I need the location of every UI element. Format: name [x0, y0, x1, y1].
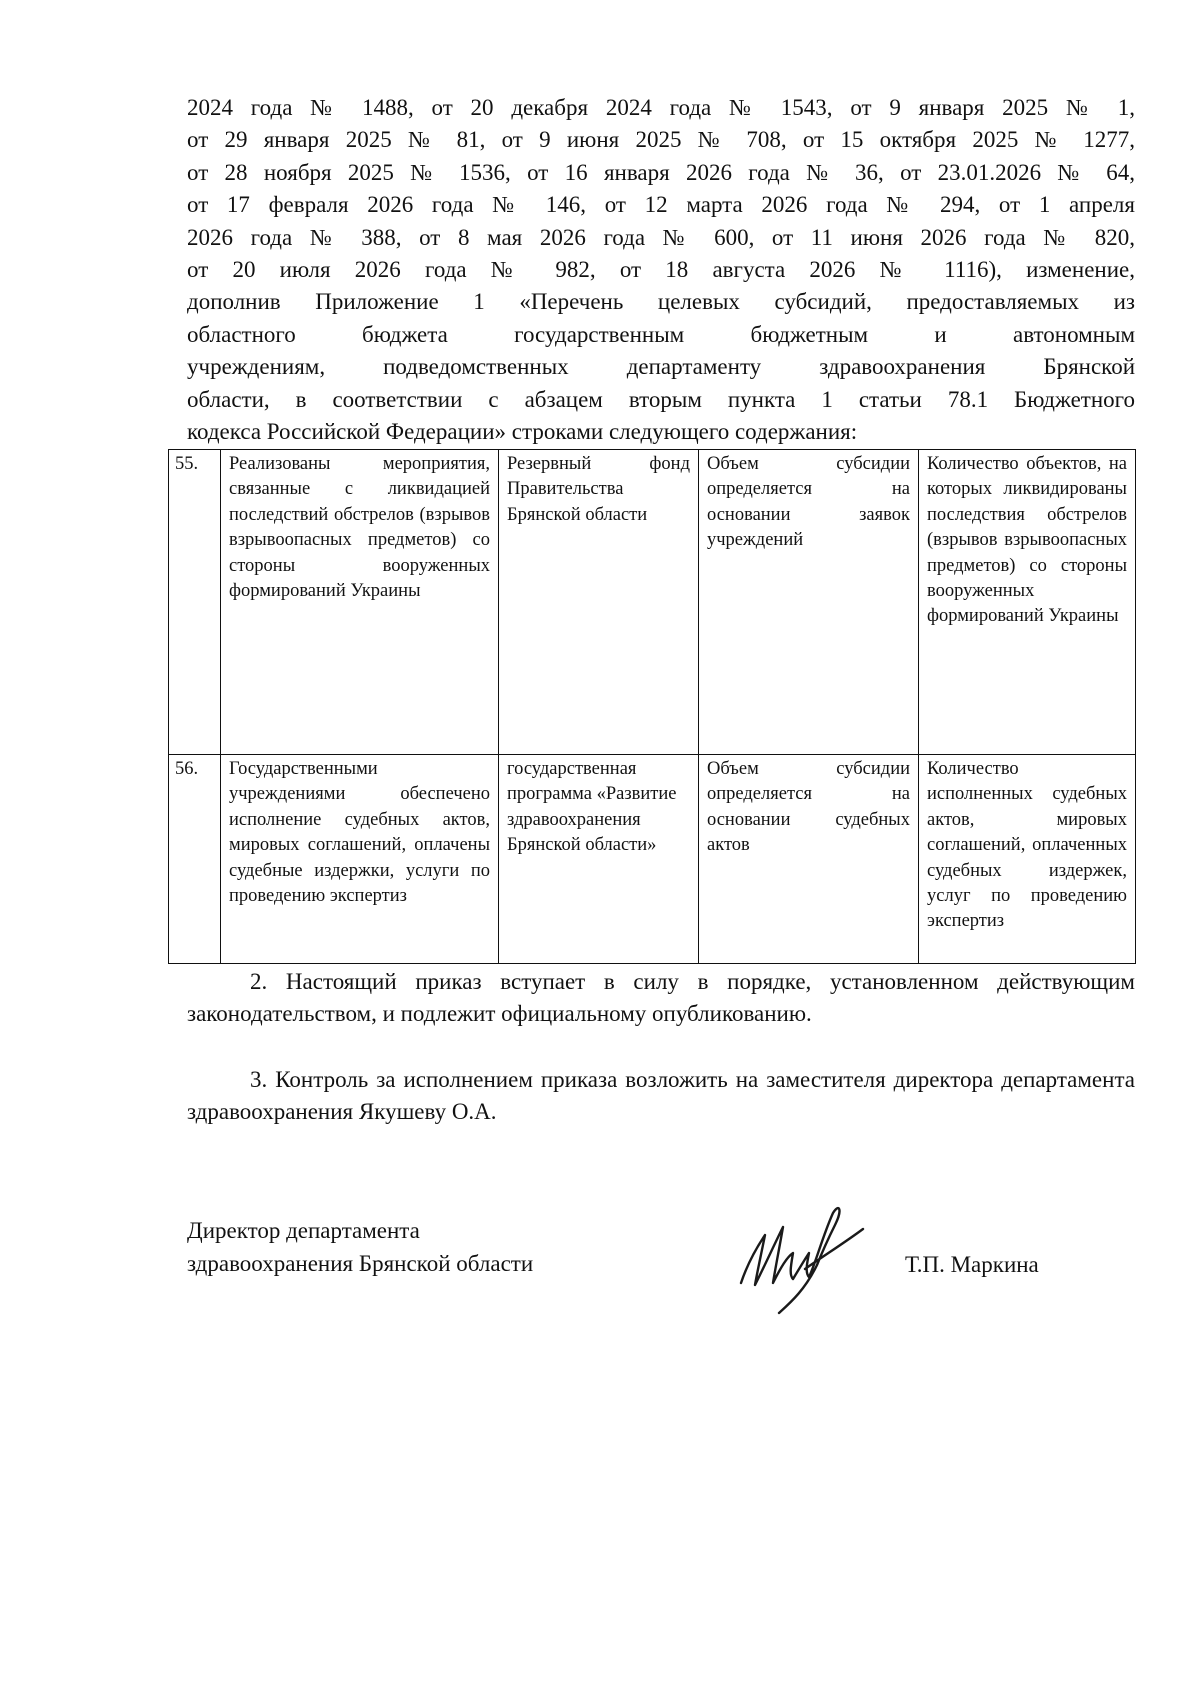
row-number-cell — [169, 450, 221, 755]
signatory-position-line: Директор департамента — [187, 1218, 420, 1243]
signatory-name: Т.П. Маркина — [905, 1252, 1039, 1277]
intro-line: учреждениям, подведомственных департаменту здравоохранения Брянской — [187, 354, 1135, 380]
intro-line: от 29 января 2025 № 81, от 9 июня 2025 № 708, от 15 октября 2025 № 1277, — [187, 127, 1135, 153]
table-row — [169, 755, 1136, 964]
indicator-cell — [919, 755, 1136, 964]
subsidy-table — [168, 449, 1136, 964]
intro-line: от 17 февраля 2026 года № 146, от 12 марта 2026 года № 294, от 1 апреля — [187, 192, 1135, 218]
paragraph-3-text: 3. Контроль за исполнением приказа возложить на заместителя директора департамента здравоохранения Якушеву О.А. — [187, 1067, 1135, 1125]
intro-line: 2026 года № 388, от 8 мая 2026 года № 600, от 11 июня 2026 года № 820, — [187, 224, 1135, 250]
indicator-cell — [919, 450, 1136, 755]
intro-line: кодекса Российской Федерации» строками следующего содержания: — [187, 419, 858, 445]
signatory-position — [187, 1214, 533, 1280]
row-number: 55. — [175, 454, 199, 474]
intro-paragraph — [187, 92, 1135, 448]
volume-text: Объем субсидии определяется на основании судебных актов — [707, 759, 910, 856]
source-text: государственная программа «Развитие здравоохранения Брянской области» — [507, 759, 677, 856]
intro-line: области, в соответствии с абзацем вторым пункта 1 статьи 78.1 Бюджетного — [187, 386, 1135, 412]
intro-line: областного бюджета государственным бюджетным и автономным — [187, 321, 1135, 347]
row-number-cell — [169, 755, 221, 964]
intro-line: 2024 года № 1488, от 20 декабря 2024 года № 1543, от 9 января 2025 № 1, — [187, 95, 1135, 120]
result-cell — [221, 450, 499, 755]
source-cell — [499, 755, 699, 964]
source-text: Резервный фонд Правительства Брянской области — [507, 454, 690, 525]
intro-line: дополнив Приложение 1 «Перечень целевых субсидий, предоставляемых из — [187, 289, 1135, 315]
handwritten-signature — [735, 1195, 865, 1315]
intro-line: от 20 июля 2026 года № 982, от 18 августа 2026 № 1116), изменение, — [187, 257, 1135, 283]
paragraph-2-text: 2. Настоящий приказ вступает в силу в порядке, установленном действующим законодательством, и подлежит официальному опубликованию. — [187, 969, 1135, 1027]
source-cell — [499, 450, 699, 755]
row-number: 56. — [175, 759, 199, 779]
indicator-text: Количество исполненных судебных актов, мировых соглашений, оплаченных судебных издержек, услуг по проведению экспертиз — [927, 759, 1127, 932]
paragraph-3 — [187, 1064, 1135, 1129]
result-cell — [221, 755, 499, 964]
volume-cell — [699, 450, 919, 755]
table-row — [169, 450, 1136, 755]
result-text: Реализованы мероприятия, связанные с ликвидацией последствий обстрелов (взрывов взрывоопасных предметов) со стороны вооруженных формирований Украины — [229, 454, 490, 602]
indicator-text: Количество объектов, на которых ликвидированы последствия обстрелов (взрывов взрывоопасных предметов) со стороны вооруженных формирований Украины — [927, 454, 1127, 627]
volume-text: Объем субсидии определяется на основании заявок учреждений — [707, 454, 910, 551]
result-text: Государственными учреждениями обеспечено исполнение судебных актов, мировых соглашений, оплачены судебные издержки, услуги по проведению экспертиз — [229, 759, 490, 907]
paragraph-2 — [187, 966, 1135, 1031]
intro-line: от 28 ноября 2025 № 1536, от 16 января 2026 года № 36, от 23.01.2026 № 64, — [187, 159, 1135, 185]
volume-cell — [699, 755, 919, 964]
signatory-position-line: здравоохранения Брянской области — [187, 1251, 534, 1276]
